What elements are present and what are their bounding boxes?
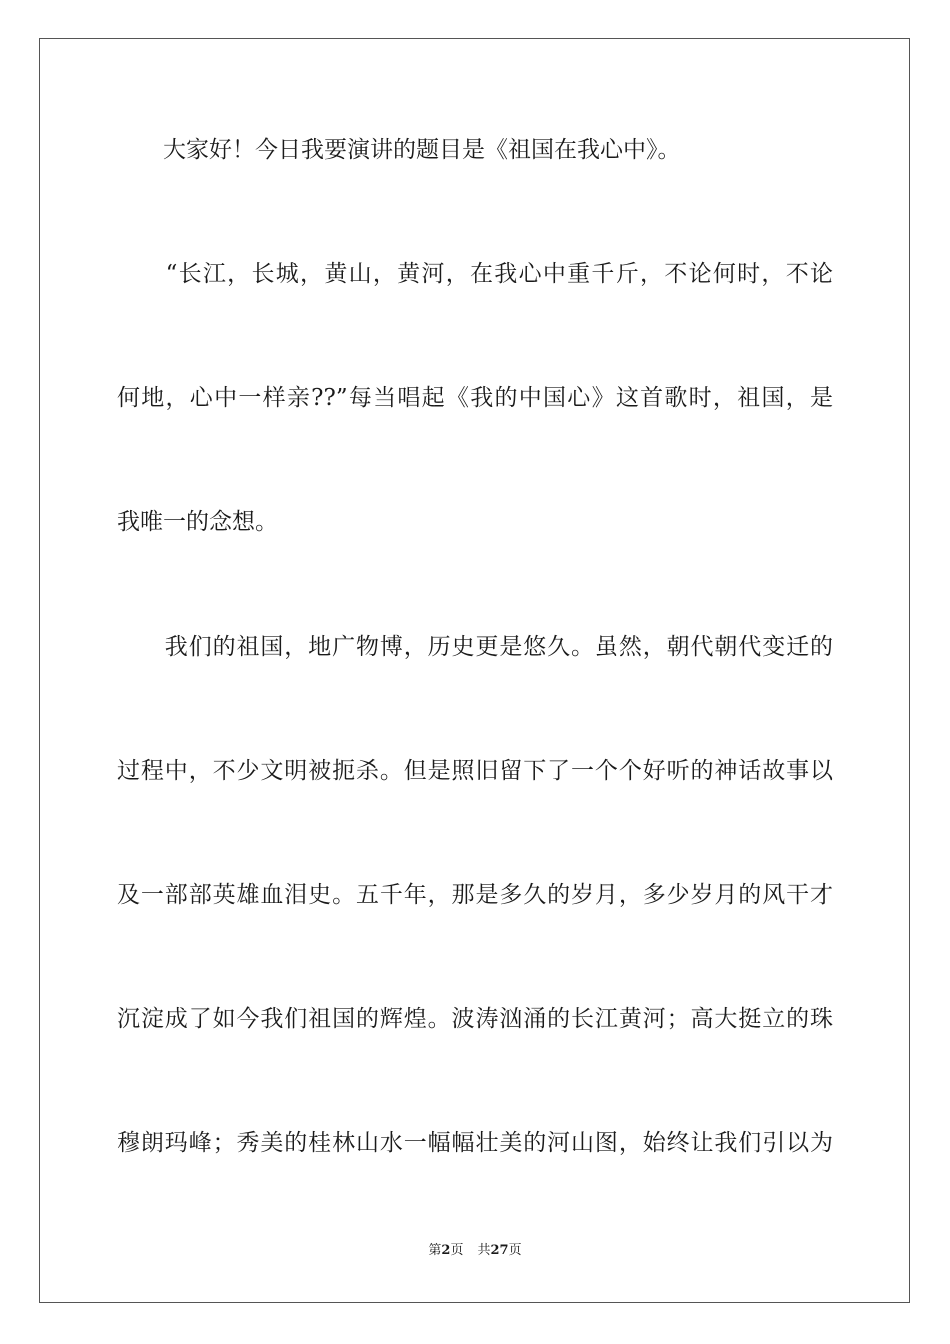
total-suffix: 页 — [508, 1243, 522, 1258]
paragraph-line-1: 大家好！今日我要演讲的题目是《祖国在我心中》。 — [117, 137, 681, 163]
paragraph-line-7: 及一部部英雄血泪史。五千年，那是多久的岁月，多少岁月的风干才 — [117, 882, 833, 908]
page-number: 2 — [441, 1243, 451, 1258]
page-prefix: 第 — [428, 1243, 442, 1258]
paragraph-line-3: 何地，心中一样亲??”每当唱起《我的中国心》这首歌时，祖国，是 — [117, 385, 833, 411]
total-pages: 27 — [490, 1243, 509, 1258]
paragraph-line-6: 过程中，不少文明被扼杀。但是照旧留下了一个个好听的神话故事以 — [117, 758, 833, 784]
page-border — [39, 38, 910, 1303]
paragraph-line-8: 沉淀成了如今我们祖国的辉煌。波涛汹涌的长江黄河；高大挺立的珠 — [117, 1006, 833, 1032]
paragraph-line-4: 我唯一的念想。 — [117, 509, 278, 535]
page-suffix: 页 — [450, 1243, 464, 1258]
page-footer — [0, 1243, 950, 1259]
total-prefix: 共 — [477, 1243, 491, 1258]
paragraph-line-5: 我们的祖国，地广物博，历史更是悠久。虽然，朝代朝代变迁的 — [117, 634, 833, 660]
paragraph-line-2: “长江，长城，黄山，黄河，在我心中重千斤，不论何时，不论 — [117, 261, 833, 287]
paragraph-line-9: 穆朗玛峰；秀美的桂林山水一幅幅壮美的河山图，始终让我们引以为 — [117, 1130, 833, 1156]
